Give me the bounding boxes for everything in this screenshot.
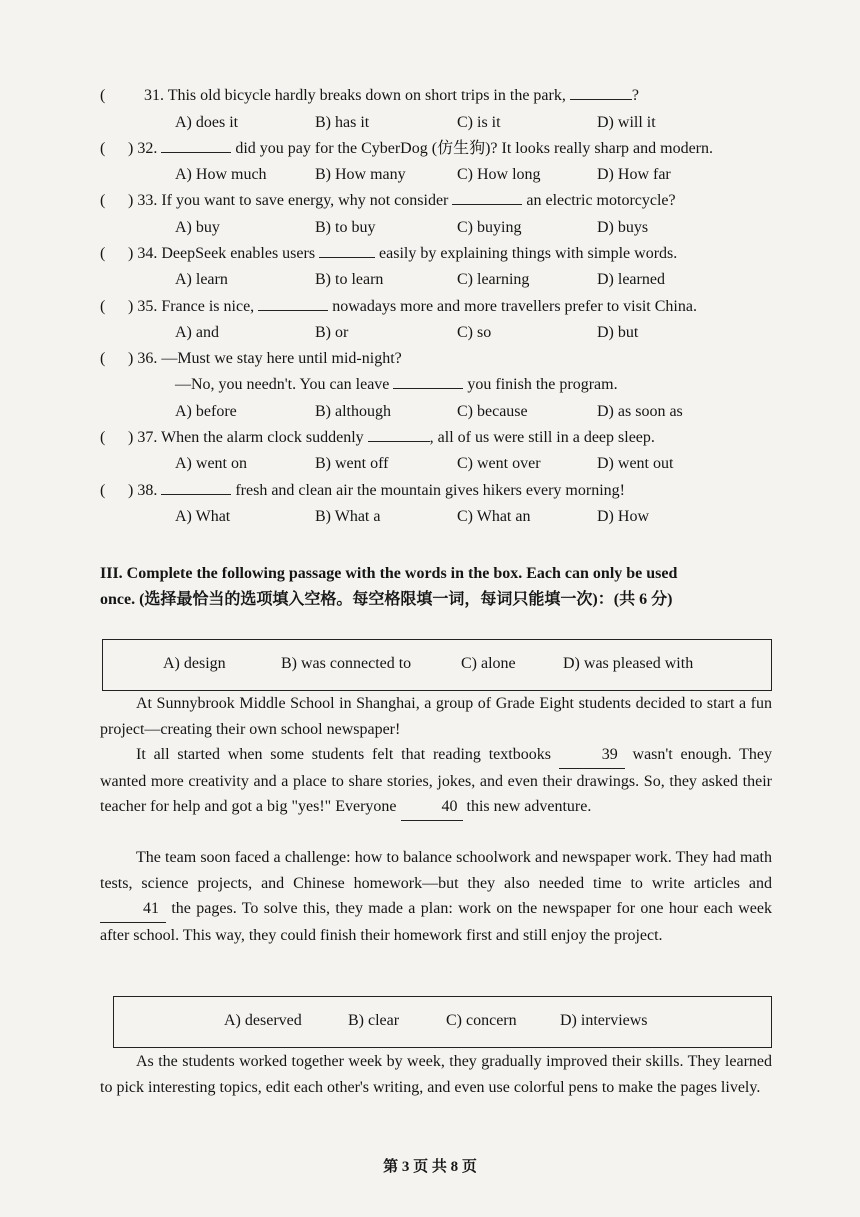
answer-blank[interactable] <box>368 441 430 442</box>
options-37 <box>175 452 775 476</box>
answer-bracket[interactable]: ( <box>100 245 106 262</box>
question-34: ( ) 34. DeepSeek enables users easily by explaining things with simple words. <box>100 242 780 266</box>
answer-blank[interactable] <box>452 204 522 205</box>
option-a[interactable]: A) How much <box>175 166 267 183</box>
option-c[interactable]: C) is it <box>457 114 501 131</box>
passage-paragraph: It all started when some students felt that reading textbooks 39 wasn't enough. They wanted more creativity and a place to share stories, jokes, and even their drawings. So, they asked their teacher for help and got a big "yes!" Everyone 40 this new adventure. <box>100 742 772 821</box>
option-d[interactable]: D) buys <box>597 219 649 236</box>
page-number: 第 3 页 共 8 页 <box>383 1159 477 1175</box>
option-b[interactable]: B) although <box>315 403 391 420</box>
option-a[interactable]: A) before <box>175 403 237 420</box>
question-31: ( 31. This old bicycle hardly breaks down on short trips in the park, ? <box>100 84 780 108</box>
option-b[interactable]: B) What a <box>315 508 381 525</box>
answer-bracket[interactable]: ( <box>100 482 106 499</box>
answer-blank-41[interactable]: 41 <box>100 896 166 923</box>
word-box-2 <box>113 996 772 1048</box>
box-option-c: C) concern <box>446 1012 517 1029</box>
options-32 <box>175 163 775 187</box>
option-c[interactable]: C) buying <box>457 219 522 236</box>
option-a[interactable]: A) and <box>175 324 219 341</box>
option-b[interactable]: B) or <box>315 324 349 341</box>
answer-bracket[interactable]: ( <box>100 350 106 367</box>
options-31 <box>175 111 775 135</box>
answer-bracket[interactable]: ( <box>100 298 106 315</box>
question-37: ( ) 37. When the alarm clock suddenly , all of us were still in a deep sleep. <box>100 426 780 450</box>
option-c[interactable]: C) What an <box>457 508 531 525</box>
answer-blank[interactable] <box>161 152 231 153</box>
options-35 <box>175 321 775 345</box>
box-option-d: D) interviews <box>560 1012 648 1029</box>
answer-bracket[interactable]: ( <box>100 192 106 209</box>
section-3-title: III. Complete the following passage with the words in the box. Each can only be used once. (选择最恰当的选项填入空格。每空格限填一词，每词只能填一次)：(共 6 分) <box>100 565 678 608</box>
question-35: ( ) 35. France is nice, nowadays more and more travellers prefer to visit China. <box>100 295 780 319</box>
answer-blank[interactable] <box>393 388 463 389</box>
passage-paragraph: At Sunnybrook Middle School in Shanghai, a group of Grade Eight students decided to start a fun project—creating their own school newspaper! <box>100 695 772 738</box>
options-36 <box>175 400 775 424</box>
answer-bracket[interactable]: ( <box>100 87 106 104</box>
option-d[interactable]: D) went out <box>597 455 674 472</box>
option-b[interactable]: B) to buy <box>315 219 376 236</box>
box-option-a: A) deserved <box>224 1012 302 1029</box>
answer-blank-40[interactable]: 40 <box>401 794 463 821</box>
option-a[interactable]: A) went on <box>175 455 247 472</box>
answer-blank[interactable] <box>319 257 375 258</box>
option-d[interactable]: D) as soon as <box>597 403 683 420</box>
answer-bracket[interactable]: ( <box>100 140 106 157</box>
question-32: ( ) 32. did you pay for the CyberDog (仿生狗)? It looks really sharp and modern. <box>100 137 780 161</box>
question-text: ) 38. <box>128 482 162 499</box>
question-33: ( ) 33. If you want to save energy, why not consider an electric motorcycle? <box>100 189 780 213</box>
box-option-a: A) design <box>163 655 226 672</box>
option-d[interactable]: D) will it <box>597 114 656 131</box>
option-d[interactable]: D) How far <box>597 166 671 183</box>
option-c[interactable]: C) so <box>457 324 492 341</box>
answer-blank[interactable] <box>161 494 231 495</box>
question-text: ) 35. France is nice, <box>128 298 259 315</box>
option-c[interactable]: C) went over <box>457 455 541 472</box>
question-text: ) 33. If you want to save energy, why not consider <box>128 192 453 209</box>
option-a[interactable]: A) does it <box>175 114 239 131</box>
box-option-c: C) alone <box>461 655 516 672</box>
option-c[interactable]: C) How long <box>457 166 541 183</box>
option-c[interactable]: C) because <box>457 403 528 420</box>
option-d[interactable]: D) learned <box>597 271 665 288</box>
box-option-d: D) was pleased with <box>563 655 694 672</box>
question-38: ( ) 38. fresh and clean air the mountain gives hikers every morning! <box>100 479 780 503</box>
options-38 <box>175 505 775 529</box>
option-a[interactable]: A) What <box>175 508 231 525</box>
answer-blank[interactable] <box>570 99 632 100</box>
option-d[interactable]: D) but <box>597 324 639 341</box>
answer-blank[interactable] <box>258 310 328 311</box>
box-option-b: B) was connected to <box>281 655 412 672</box>
option-a[interactable]: A) learn <box>175 271 228 288</box>
answer-bracket[interactable]: ( <box>100 429 106 446</box>
question-text: ) 32. <box>128 140 162 157</box>
option-b[interactable]: B) How many <box>315 166 406 183</box>
question-36 <box>100 347 780 371</box>
question-text: 31. This old bicycle hardly breaks down on short trips in the park, <box>144 87 570 104</box>
box-option-b: B) clear <box>348 1012 400 1029</box>
option-b[interactable]: B) has it <box>315 114 370 131</box>
question-text: ) 34. DeepSeek enables users <box>128 245 320 262</box>
question-text: ) 37. When the alarm clock suddenly <box>128 429 368 446</box>
question-36-reply: —No, you needn't. You can leave you finish the program. <box>175 376 618 393</box>
option-b[interactable]: B) went off <box>315 455 389 472</box>
option-c[interactable]: C) learning <box>457 271 530 288</box>
options-33 <box>175 216 775 240</box>
question-text: ) 36. —Must we stay here until mid-night? <box>128 350 402 367</box>
option-d[interactable]: D) How <box>597 508 649 525</box>
passage-paragraph: The team soon faced a challenge: how to balance schoolwork and newspaper work. They had math tests, science projects, and Chinese homework—but they also needed time to write articles and 41 the pages. To solve this, they made a plan: work on the newspaper for one hour each week after school. This way, they could finish their homework first and still enjoy the project. <box>100 849 772 944</box>
option-b[interactable]: B) to learn <box>315 271 384 288</box>
option-a[interactable]: A) buy <box>175 219 220 236</box>
passage-paragraph: As the students worked together week by week, they gradually improved their skills. They learned to pick interesting topics, edit each other's writing, and even use colorful pens to make the pages lively. <box>100 1053 772 1096</box>
options-34 <box>175 268 775 292</box>
word-box-1 <box>102 639 772 691</box>
answer-blank-39[interactable]: 39 <box>559 742 625 769</box>
